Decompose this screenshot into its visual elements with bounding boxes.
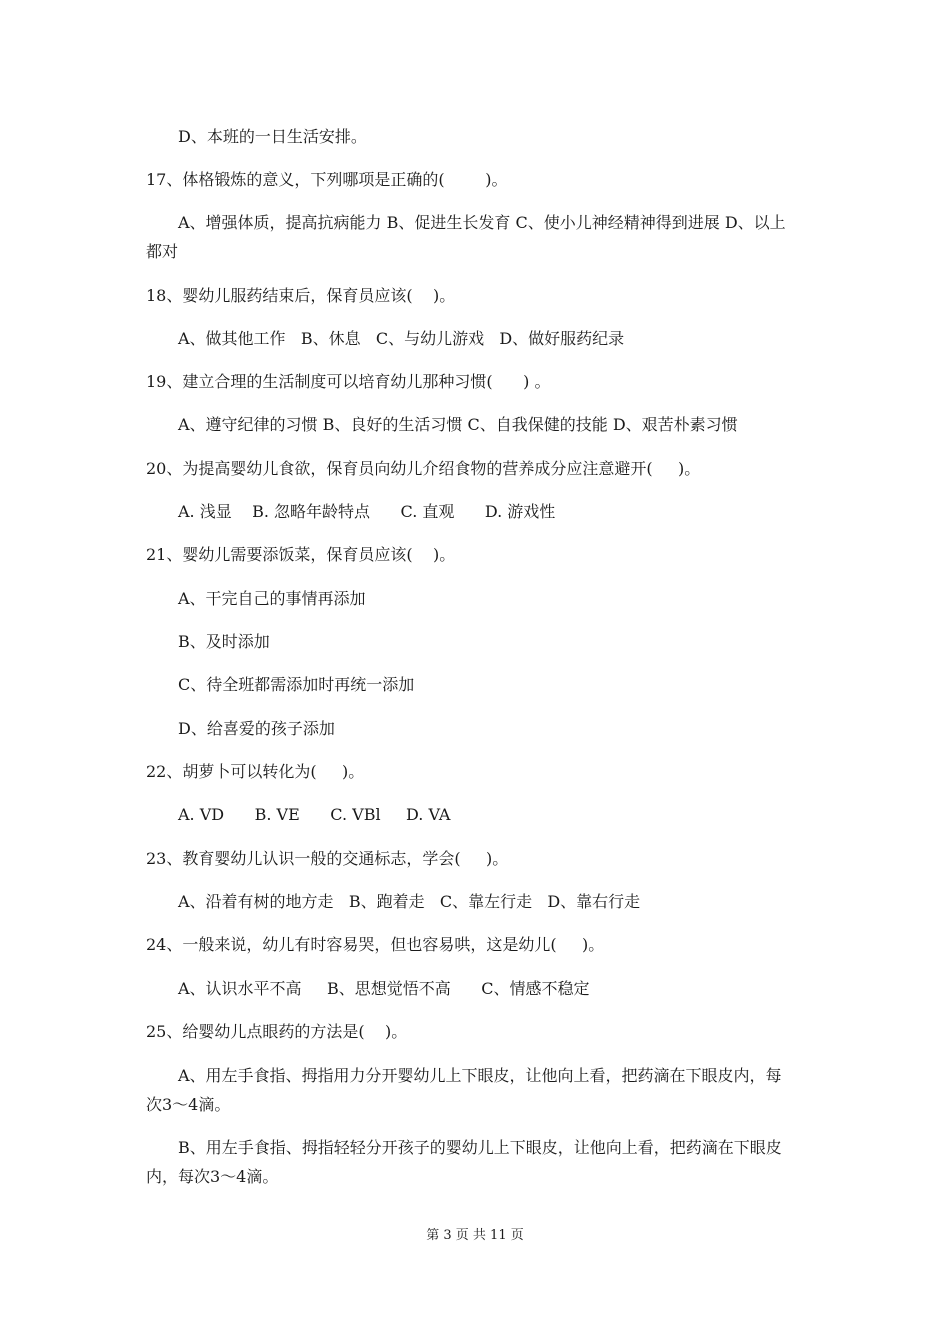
q23-options: A、沿着有树的地方走 B、跑着走 C、靠左行走 D、靠右行走 <box>178 892 641 911</box>
q21-option-a: A、干完自己的事情再添加 <box>178 589 366 608</box>
q25-option-b-continued: 内，每次3～4滴。 <box>146 1167 279 1186</box>
q25-option-a-continued: 次3～4滴。 <box>146 1095 231 1114</box>
q21-option-b: B、及时添加 <box>178 632 270 651</box>
question-22: 22、胡萝卜可以转化为( )。 <box>146 762 365 781</box>
question-23: 23、教育婴幼儿认识一般的交通标志，学会( )。 <box>146 849 509 868</box>
q17-options: A、增强体质，提高抗病能力 B、促进生长发育 C、使小儿神经精神得到进展 D、以上 <box>178 213 786 232</box>
question-24: 24、一般来说，幼儿有时容易哭，但也容易哄，这是幼儿( )。 <box>146 935 605 954</box>
question-17: 17、体格锻炼的意义，下列哪项是正确的( )。 <box>146 170 508 189</box>
q20-options: A. 浅显 B. 忽略年龄特点 C. 直观 D. 游戏性 <box>178 502 556 521</box>
question-25: 25、给婴幼儿点眼药的方法是( )。 <box>146 1022 408 1041</box>
q25-option-a: A、用左手食指、拇指用力分开婴幼儿上下眼皮，让他向上看，把药滴在下眼皮内，每 <box>178 1066 782 1085</box>
q17-options-continued: 都对 <box>146 242 179 261</box>
q25-option-b: B、用左手食指、拇指轻轻分开孩子的婴幼儿上下眼皮，让他向上看，把药滴在下眼皮 <box>178 1138 782 1157</box>
page-footer: 第 3 页 共 11 页 <box>426 1228 524 1243</box>
q24-options: A、认识水平不高 B、思想觉悟不高 C、情感不稳定 <box>178 979 590 998</box>
q21-option-c: C、待全班都需添加时再统一添加 <box>178 675 415 694</box>
question-19: 19、建立合理的生活制度可以培育幼儿那种习惯( ) 。 <box>146 372 551 391</box>
q16-option-d: D、本班的一日生活安排。 <box>178 127 367 146</box>
question-18: 18、婴幼儿服药结束后，保育员应该( )。 <box>146 286 456 305</box>
question-20: 20、为提高婴幼儿食欲，保育员向幼儿介绍食物的营养成分应注意避开( )。 <box>146 459 701 478</box>
q18-options: A、做其他工作 B、休息 C、与幼儿游戏 D、做好服药纪录 <box>178 329 625 348</box>
q22-options: A. VD B. VE C. VBl D. VA <box>178 805 451 824</box>
q21-option-d: D、给喜爱的孩子添加 <box>178 719 335 738</box>
q19-options: A、遵守纪律的习惯 B、良好的生活习惯 C、自我保健的技能 D、艰苦朴素习惯 <box>178 415 738 434</box>
question-21: 21、婴幼儿需要添饭菜，保育员应该( )。 <box>146 545 456 564</box>
